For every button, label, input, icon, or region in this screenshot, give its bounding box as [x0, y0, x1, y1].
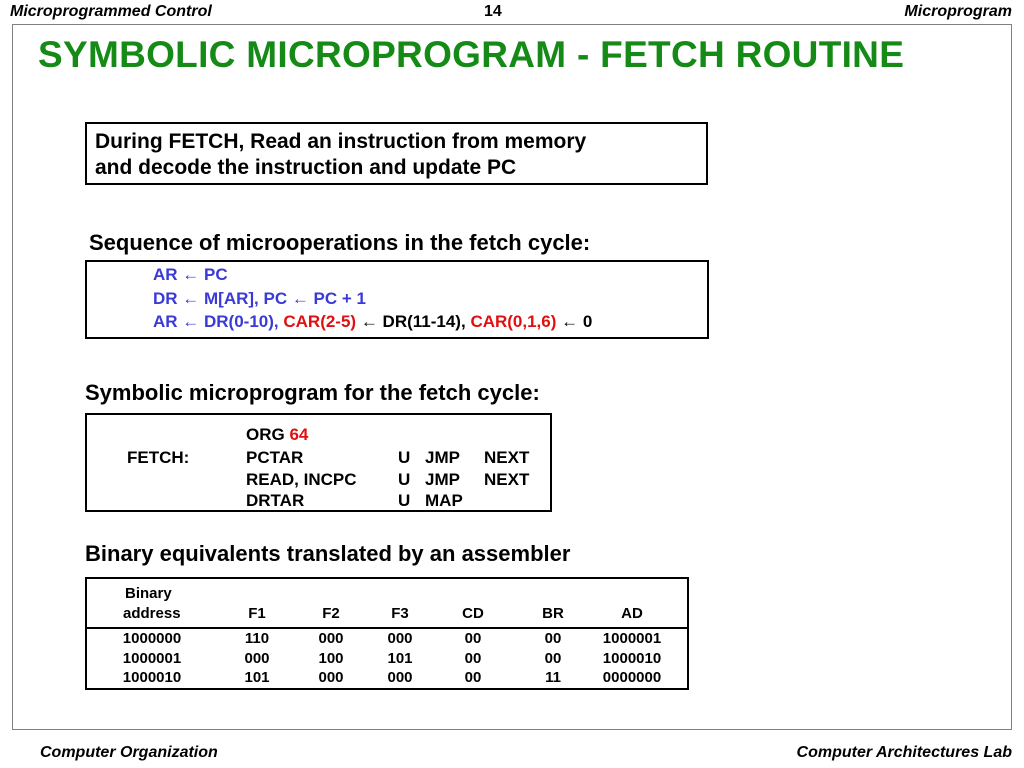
- table-cell: 000: [244, 650, 270, 667]
- header-binary: Binary: [125, 585, 172, 602]
- header-ad: AD: [621, 605, 643, 622]
- binary-label: Binary equivalents translated by an assembler: [85, 541, 571, 566]
- symbolic-row-cond: U: [398, 491, 411, 510]
- table-cell: 11: [545, 669, 561, 686]
- header-f2: F2: [322, 605, 340, 622]
- symbolic-row-cond: U: [398, 448, 411, 467]
- org-directive: [246, 425, 308, 445]
- fetch-routine-label: FETCH:: [127, 448, 190, 467]
- sequence-box: [85, 260, 709, 339]
- header-topic: Microprogram: [904, 3, 1012, 20]
- table-cell: 000: [318, 669, 344, 686]
- table-cell: 1000010: [122, 669, 182, 686]
- table-cell: 1000001: [122, 650, 182, 667]
- table-cell: 000: [318, 630, 344, 647]
- symbolic-row-op: READ, INCPC: [246, 470, 357, 489]
- sequence-label: Sequence of microoperations in the fetch cycle:: [89, 230, 591, 255]
- table-cell: 00: [544, 650, 562, 667]
- symbolic-row-br: JMP: [425, 448, 460, 467]
- binary-table: [85, 577, 689, 690]
- table-cell: 00: [464, 630, 482, 647]
- table-cell: 110: [244, 630, 270, 647]
- header-chapter: Microprogrammed Control: [10, 3, 212, 20]
- table-cell: 1000001: [602, 630, 662, 647]
- header-f1: F1: [248, 605, 266, 622]
- table-cell: 101: [387, 650, 413, 667]
- microop-line-3-ar: AR ← DR(0-10),: [153, 312, 279, 331]
- table-cell: 1000000: [122, 630, 182, 647]
- microop-line-1: AR ← PC: [153, 265, 228, 284]
- symbolic-label: Symbolic microprogram for the fetch cycle:: [85, 380, 540, 405]
- footer-lab: Computer Architectures Lab: [796, 744, 1012, 761]
- header-f3: F3: [391, 605, 409, 622]
- intro-box: [85, 122, 708, 185]
- org-value: 64: [289, 425, 309, 444]
- symbolic-row-op: DRTAR: [246, 491, 305, 510]
- table-cell: 000: [387, 630, 413, 647]
- symbolic-box: [85, 413, 552, 512]
- page-number: 14: [484, 3, 502, 20]
- table-cell: 00: [464, 669, 482, 686]
- table-cell: 101: [244, 669, 270, 686]
- header-rule: [87, 627, 687, 629]
- footer-course: Computer Organization: [40, 744, 218, 761]
- symbolic-row-op: PCTAR: [246, 448, 304, 467]
- microop-line-3-car016: CAR(0,1,6): [470, 312, 557, 331]
- intro-line-1: During FETCH, Read an instruction from memory: [95, 130, 587, 153]
- microop-line-3: [153, 312, 592, 332]
- slide-title: SYMBOLIC MICROPROGRAM - FETCH ROUTINE: [38, 34, 905, 75]
- table-cell: 0000000: [602, 669, 662, 686]
- symbolic-row-br: MAP: [425, 491, 463, 510]
- header-br: BR: [542, 605, 564, 622]
- header-address: address: [123, 605, 181, 622]
- symbolic-row-br: JMP: [425, 470, 460, 489]
- table-cell: 100: [318, 650, 344, 667]
- microop-line-3-dr: ← DR(11-14),: [360, 312, 466, 331]
- header-cd: CD: [462, 605, 484, 622]
- org-keyword: ORG: [246, 425, 285, 444]
- symbolic-row-ad: NEXT: [484, 470, 530, 489]
- table-cell: 000: [387, 669, 413, 686]
- symbolic-row-cond: U: [398, 470, 411, 489]
- intro-line-2: and decode the instruction and update PC: [95, 156, 517, 179]
- table-cell: 1000010: [602, 650, 662, 667]
- microop-line-3-car25: CAR(2-5): [283, 312, 357, 331]
- table-cell: 00: [544, 630, 562, 647]
- microop-line-3-zero: ← 0: [561, 312, 593, 331]
- microop-line-2: DR ← M[AR], PC ← PC + 1: [153, 289, 366, 308]
- table-cell: 00: [464, 650, 482, 667]
- symbolic-row-ad: NEXT: [484, 448, 530, 467]
